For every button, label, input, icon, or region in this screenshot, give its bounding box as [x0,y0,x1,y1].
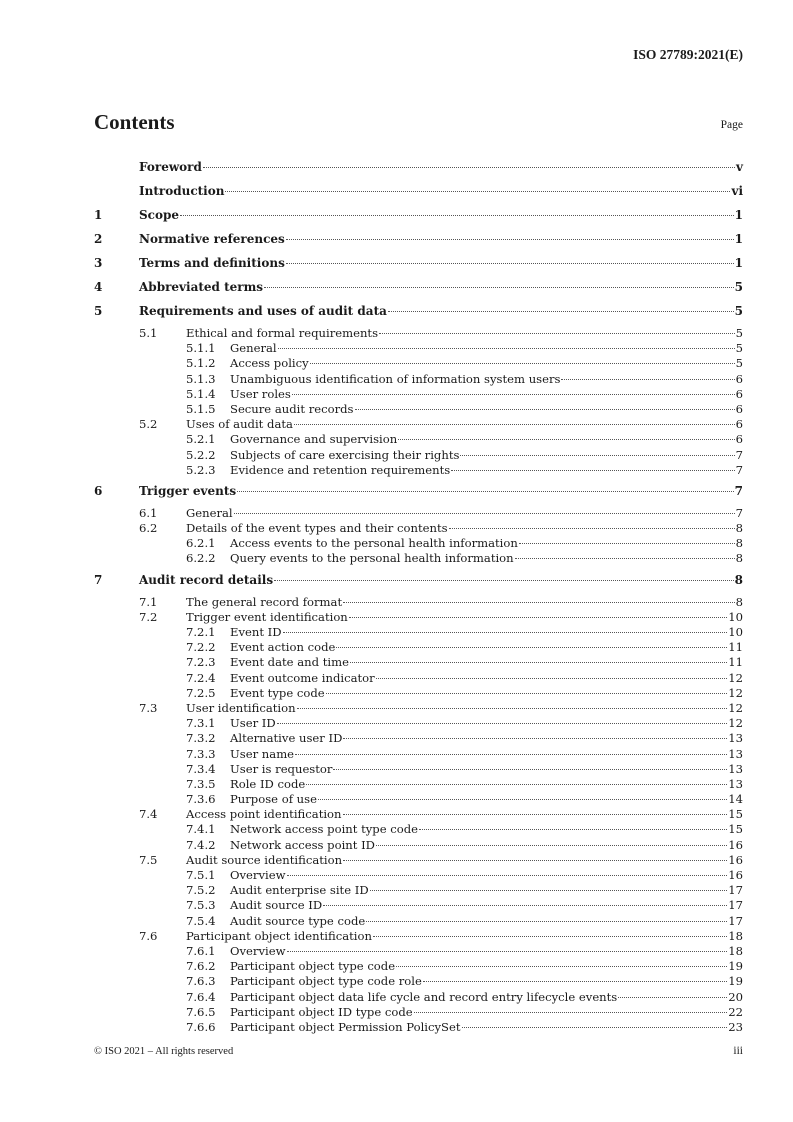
toc-entry-title: Participant object type code [230,959,396,974]
toc-entry-page: 8 [735,536,743,551]
toc-entry-title: Participant object Permission PolicySet [230,1019,461,1034]
toc-entry-number: 7.4 [139,807,158,822]
toc-entry[interactable] [94,506,743,521]
toc-entry-page: 8 [735,521,743,536]
toc-entry[interactable] [94,762,743,777]
toc-leader-dots [449,528,735,529]
toc-entry-number: 7.5 [139,852,158,867]
toc-entry[interactable] [94,716,743,731]
toc-entry-page: v [736,160,743,174]
toc-entry[interactable] [94,914,743,929]
table-of-contents [94,158,743,1035]
toc-leader-dots [292,394,735,395]
toc-entry-page: 16 [728,868,743,882]
toc-entry-title: Event action code [230,640,336,655]
toc-entry-page: 12 [728,685,743,700]
toc-leader-dots [396,966,727,967]
toc-leader-dots [423,981,727,982]
toc-entry[interactable] [94,1020,743,1035]
toc-leader-dots [376,845,727,846]
toc-entry-title: Trigger events [139,483,237,498]
toc-entry-title: Uses of audit data [186,417,293,432]
toc-leader-dots [294,424,735,425]
toc-entry[interactable] [94,356,743,371]
toc-entry-page: 1 [734,208,743,222]
toc-entry-page: 13 [728,761,743,776]
toc-entry-page: 8 [735,594,743,609]
toc-entry-page: 8 [735,551,743,566]
toc-entry-number: 7.3.3 [186,746,216,761]
toc-entry-title: Alternative user ID [230,731,343,746]
toc-entry-number: 5.2.1 [186,432,216,447]
toc-entry[interactable] [94,302,743,326]
toc-entry-title: User ID [230,716,276,731]
toc-entry-page: 20 [728,989,743,1004]
toc-entry-page: 17 [728,913,743,928]
toc-entry-number: 7.5.1 [186,868,216,882]
toc-entry-page: 12 [728,716,743,731]
toc-entry-title: Normative references [139,232,285,246]
toc-entry-title: Overview [230,943,286,958]
toc-entry-page: 13 [728,776,743,791]
toc-entry-number: 6.2 [139,521,158,536]
toc-entry-title: Evidence and retention requirements [230,462,451,477]
toc-leader-dots [519,543,735,544]
toc-entry-page: 19 [728,959,743,974]
toc-entry-title: Query events to the personal health information [230,551,514,566]
toc-entry[interactable] [94,230,743,254]
toc-entry-title: Audit source ID [230,898,323,913]
toc-entry-number: 7.4.1 [186,822,216,837]
toc-entry[interactable] [94,536,743,551]
toc-entry-title: User is requestor [230,761,333,776]
toc-leader-dots [515,558,735,559]
toc-entry-title: Overview [230,868,286,882]
toc-leader-dots [286,239,734,240]
toc-leader-dots [277,723,728,724]
toc-entry-page: 1 [734,256,743,270]
toc-entry[interactable] [94,341,743,356]
toc-entry-title: Secure audit records [230,401,354,416]
toc-entry-number: 7.3 [139,700,158,715]
toc-leader-dots [618,997,727,998]
toc-entry[interactable] [94,686,743,701]
toc-entry[interactable] [94,853,743,868]
toc-leader-dots [225,191,730,192]
toc-entry-title: Details of the event types and their contents [186,521,448,536]
toc-leader-dots [343,738,727,739]
toc-entry-number: 7.6 [139,928,158,943]
toc-entry[interactable] [94,655,743,670]
toc-entry-title: Participant object identification [186,928,372,943]
toc-entry-number: 7 [94,572,103,587]
toc-entry-number: 7.6.2 [186,959,216,974]
toc-entry[interactable] [94,731,743,746]
toc-leader-dots [333,769,727,770]
toc-entry-page: 6 [735,386,743,401]
toc-entry[interactable] [94,807,743,822]
toc-leader-dots [370,890,728,891]
toc-entry[interactable] [94,929,743,944]
toc-leader-dots [283,632,728,633]
toc-leader-dots [379,333,735,334]
toc-entry-title: Event type code [230,685,325,700]
toc-leader-dots [318,799,727,800]
toc-entry-number: 7.3.2 [186,731,216,746]
toc-entry-number: 5.2.2 [186,447,216,462]
toc-leader-dots [355,409,735,410]
copyright-footer: © ISO 2021 – All rights reserved [94,1046,234,1057]
toc-leader-dots [376,678,728,679]
toc-entry-title: Participant object type code role [230,974,422,989]
toc-entry-number: 7.6.6 [186,1019,216,1034]
toc-entry-number: 5.2.3 [186,462,216,477]
toc-entry-title: User name [230,746,295,761]
toc-entry-number: 7.3.6 [186,792,216,807]
toc-leader-dots [234,513,735,514]
page-title: Contents [94,110,175,134]
toc-entry-page: 7 [735,505,743,520]
toc-entry-title: Participant object data life cycle and record entry lifecycle events [230,989,618,1004]
toc-entry-number: 7.5.4 [186,913,216,928]
toc-entry[interactable] [94,898,743,913]
document-id-header: ISO 27789:2021(E) [633,47,743,62]
toc-entry-number: 6.2.1 [186,536,216,551]
toc-entry[interactable] [94,747,743,762]
toc-entry[interactable] [94,625,743,640]
toc-entry[interactable] [94,990,743,1005]
toc-entry[interactable] [94,959,743,974]
toc-leader-dots [274,580,734,581]
toc-entry-number: 4 [94,280,103,294]
toc-entry[interactable] [94,372,743,387]
toc-leader-dots [366,921,727,922]
toc-entry-number: 6 [94,483,103,498]
toc-entry[interactable] [94,182,743,206]
toc-entry-title: Access events to the personal health information [230,536,518,551]
toc-entry[interactable] [94,158,743,182]
toc-entry-page: 13 [728,746,743,761]
toc-entry-page: 10 [728,625,743,639]
toc-entry[interactable] [94,432,743,447]
page-number: iii [733,1045,743,1057]
toc-entry-number: 7.6.1 [186,943,216,958]
toc-entry-title: Ethical and formal requirements [186,326,379,340]
toc-leader-dots [295,754,727,755]
toc-entry-number: 7.2.4 [186,670,216,685]
toc-entry-title: Audit source identification [186,852,343,867]
toc-leader-dots [286,263,734,264]
toc-leader-dots [323,905,727,906]
toc-leader-dots [203,167,735,168]
toc-entry-title: Audit enterprise site ID [230,883,369,898]
toc-leader-dots [343,602,735,603]
toc-entry-title: Event date and time [230,655,349,670]
toc-entry-page: 5 [735,326,743,340]
toc-entry-title: Participant object ID type code [230,1004,413,1019]
toc-entry-number: 7.2.3 [186,655,216,670]
toc-entry-page: 5 [735,356,743,371]
toc-entry-page: 7 [735,447,743,462]
toc-entry[interactable] [94,610,743,625]
toc-entry-number: 7.5.3 [186,898,216,913]
toc-entry-title: Trigger event identification [186,609,348,624]
toc-entry-page: 5 [734,304,743,318]
toc-leader-dots [414,1012,728,1013]
toc-leader-dots [561,379,734,380]
toc-entry-title: User identification [186,700,296,715]
toc-leader-dots [343,860,727,861]
toc-entry-page: 23 [728,1019,743,1034]
toc-entry[interactable] [94,278,743,302]
toc-entry-title: Subjects of care exercising their rights [230,447,460,462]
toc-entry-title: Abbreviated terms [139,280,264,294]
toc-leader-dots [237,491,734,492]
toc-leader-dots [350,662,727,663]
toc-entry-page: 6 [735,432,743,447]
toc-entry-number: 5.1.3 [186,371,216,386]
toc-entry[interactable] [94,944,743,959]
toc-leader-dots [310,363,735,364]
toc-entry[interactable] [94,482,743,506]
toc-entry[interactable] [94,387,743,402]
toc-entry[interactable] [94,883,743,898]
toc-entry-page: 15 [728,822,743,837]
toc-entry-title: Introduction [139,184,225,198]
toc-entry[interactable] [94,571,743,595]
toc-entry-page: 11 [728,655,743,670]
toc-entry-title: Network access point type code [230,822,419,837]
toc-entry-page: 1 [734,232,743,246]
toc-entry-page: 14 [728,792,743,807]
toc-leader-dots [278,348,735,349]
toc-entry-page: 12 [728,670,743,685]
toc-entry-title: Governance and supervision [230,432,398,447]
toc-leader-dots [388,311,734,312]
toc-entry-page: 17 [728,883,743,898]
toc-entry-number: 7.2.1 [186,625,216,639]
toc-entry[interactable] [94,671,743,686]
toc-leader-dots [336,647,727,648]
toc-entry-title: Purpose of use [230,792,317,807]
toc-entry-number: 6.2.2 [186,551,216,566]
toc-entry[interactable] [94,838,743,853]
toc-leader-dots [287,875,728,876]
toc-entry-page: 6 [735,401,743,416]
toc-entry-title: Event outcome indicator [230,670,375,685]
toc-entry-number: 5 [94,304,103,318]
toc-entry-number: 7.5.2 [186,883,216,898]
toc-leader-dots [460,455,734,456]
toc-entry-number: 1 [94,208,103,222]
toc-entry-number: 7.2.2 [186,640,216,655]
toc-entry-page: vi [731,184,743,198]
toc-entry-number: 7.2 [139,609,158,624]
toc-entry[interactable] [94,1005,743,1020]
toc-entry-page: 18 [728,928,743,943]
toc-entry-page: 7 [734,483,743,498]
toc-entry-number: 7.3.4 [186,761,216,776]
toc-entry[interactable] [94,551,743,566]
toc-entry-page: 16 [728,852,743,867]
toc-entry-number: 7.4.2 [186,837,216,852]
toc-entry-number: 3 [94,256,103,270]
toc-entry-number: 7.3.5 [186,776,216,791]
toc-entry[interactable] [94,254,743,278]
toc-entry-title: Access policy [230,356,309,371]
toc-entry-number: 7.1 [139,594,158,609]
toc-entry-page: 8 [734,572,743,587]
toc-entry-page: 7 [735,462,743,477]
toc-entry-title: Requirements and uses of audit data [139,304,387,318]
page-column-label: Page [720,119,743,131]
toc-entry-number: 7.6.5 [186,1004,216,1019]
toc-entry-title: Unambiguous identification of information system users [230,371,561,386]
toc-entry-number: 5.1.2 [186,356,216,371]
toc-entry-title: Access point identification [186,807,342,822]
toc-leader-dots [343,814,728,815]
toc-entry-number: 5.1.4 [186,386,216,401]
toc-leader-dots [451,470,734,471]
toc-entry[interactable] [94,521,743,536]
toc-entry-number: 7.3.1 [186,716,216,731]
toc-entry[interactable] [94,792,743,807]
toc-entry-page: 6 [735,371,743,386]
toc-entry-title: Scope [139,208,180,222]
toc-entry-page: 18 [728,943,743,958]
toc-entry-page: 12 [728,700,743,715]
toc-leader-dots [349,617,727,618]
toc-entry-page: 17 [728,898,743,913]
toc-entry-page: 6 [735,417,743,432]
toc-entry[interactable] [94,640,743,655]
toc-leader-dots [180,215,734,216]
toc-entry-title: Audit record details [139,572,274,587]
toc-entry-title: General [186,505,233,520]
toc-entry-number: 5.1 [139,326,158,340]
toc-entry-page: 16 [728,837,743,852]
toc-entry-page: 5 [734,280,743,294]
toc-entry-title: General [230,341,277,356]
toc-leader-dots [297,708,728,709]
toc-entry-page: 22 [728,1004,743,1019]
toc-entry-title: Event ID [230,625,282,639]
toc-entry-title: The general record format [186,594,343,609]
toc-entry-number: 5.2 [139,417,158,432]
toc-entry-number: 5.1.1 [186,341,216,356]
toc-leader-dots [462,1027,728,1028]
toc-entry[interactable] [94,448,743,463]
toc-entry-page: 5 [735,341,743,356]
toc-entry-title: Audit source type code [230,913,366,928]
toc-entry-page: 10 [728,609,743,624]
toc-entry[interactable] [94,822,743,837]
toc-entry[interactable] [94,777,743,792]
toc-entry-page: 13 [728,731,743,746]
toc-entry-number: 6.1 [139,505,158,520]
toc-entry[interactable] [94,326,743,341]
toc-entry-title: Terms and definitions [139,256,285,270]
toc-leader-dots [419,829,727,830]
toc-leader-dots [398,439,734,440]
toc-entry-page: 19 [728,974,743,989]
toc-entry-number: 7.6.3 [186,974,216,989]
toc-entry[interactable] [94,417,743,432]
toc-entry[interactable] [94,868,743,883]
toc-entry-number: 2 [94,232,103,246]
toc-entry[interactable] [94,402,743,417]
toc-leader-dots [264,287,734,288]
toc-entry-page: 11 [728,640,743,655]
toc-leader-dots [326,693,728,694]
toc-leader-dots [306,784,727,785]
toc-entry-number: 7.6.4 [186,989,216,1004]
toc-leader-dots [373,936,727,937]
toc-entry-title: Network access point ID [230,837,375,852]
toc-entry-title: Foreword [139,160,202,174]
toc-entry[interactable] [94,595,743,610]
toc-entry[interactable] [94,206,743,230]
toc-entry[interactable] [94,974,743,989]
toc-entry[interactable] [94,701,743,716]
toc-entry-title: User roles [230,386,291,401]
toc-entry-title: Role ID code [230,776,306,791]
toc-entry-number: 5.1.5 [186,401,216,416]
toc-entry[interactable] [94,463,743,478]
toc-entry-page: 15 [728,807,743,822]
toc-entry-number: 7.2.5 [186,685,216,700]
toc-leader-dots [287,951,728,952]
